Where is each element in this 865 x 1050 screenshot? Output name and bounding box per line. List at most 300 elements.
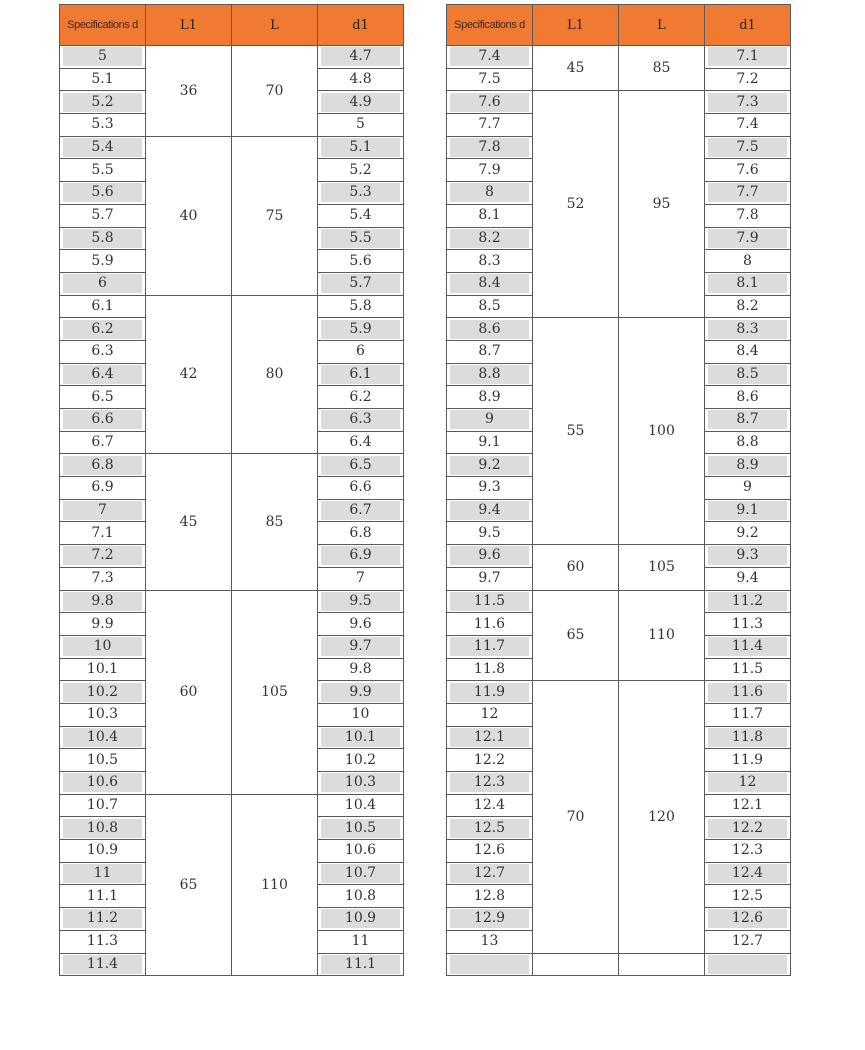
cell-l: 110 <box>232 794 318 976</box>
cell-d1 <box>318 159 404 182</box>
cell-spec-d-value: 7.1 <box>91 524 114 541</box>
cell-d1 <box>318 68 404 91</box>
cell-spec-d-value: 7.6 <box>450 93 529 112</box>
cell-d1-value: 8.8 <box>736 434 759 451</box>
cell-spec-d-value: 10.7 <box>86 797 119 814</box>
cell-d1-value: 9.1 <box>708 501 787 520</box>
cell-d1-value: 6.7 <box>321 501 400 520</box>
cell-d1 <box>318 840 404 863</box>
cell-d1 <box>705 46 791 69</box>
cell-spec-d <box>60 681 146 704</box>
cell-spec-d-value: 10.2 <box>63 683 142 702</box>
cell-d1 <box>705 794 791 817</box>
cell-d1-value: 5.7 <box>321 274 400 293</box>
cell-spec-d <box>447 703 533 726</box>
cell-spec-d-value: 8.7 <box>478 343 501 360</box>
cell-spec-d <box>447 272 533 295</box>
cell-d1 <box>705 409 791 432</box>
cell-spec-d <box>447 340 533 363</box>
cell-spec-d-value: 12.4 <box>473 797 506 814</box>
cell-spec-d <box>447 635 533 658</box>
cell-spec-d-value: 8.2 <box>450 229 529 248</box>
cell-l1: 70 <box>533 681 619 953</box>
cell-spec-d-value: 10.4 <box>63 728 142 747</box>
cell-l1: 60 <box>533 545 619 590</box>
cell-d1-value: 7 <box>356 570 365 587</box>
cell-spec-d <box>60 749 146 772</box>
cell-spec-d <box>447 318 533 341</box>
cell-d1 <box>318 862 404 885</box>
cell-spec-d-value: 10.3 <box>86 706 119 723</box>
cell-d1-value: 7.5 <box>708 138 787 157</box>
cell-spec-d-value: 8.8 <box>450 365 529 384</box>
cell-spec-d <box>447 545 533 568</box>
cell-spec-d <box>447 159 533 182</box>
cell-spec-d-value: 10.6 <box>63 773 142 792</box>
cell-spec-d <box>447 227 533 250</box>
cell-d1-value: 12.2 <box>708 819 787 838</box>
header-d1: d1 <box>318 5 404 46</box>
cell-d1 <box>705 703 791 726</box>
cell-spec-d <box>447 817 533 840</box>
cell-spec-d-value: 5.1 <box>91 71 114 88</box>
cell-spec-d-value: 10.1 <box>86 660 119 677</box>
cell-spec-d <box>447 295 533 318</box>
cell-spec-d-value: 6.5 <box>91 388 114 405</box>
cell-d1-value: 8.1 <box>708 274 787 293</box>
cell-spec-d-value: 8.3 <box>478 252 501 269</box>
cell-d1-value: 5.2 <box>349 161 372 178</box>
cell-d1-value: 9.6 <box>349 615 372 632</box>
cell-spec-d <box>447 68 533 91</box>
cell-spec-d-value: 5.6 <box>63 183 142 202</box>
cell-spec-d <box>447 522 533 545</box>
cell-l1: 55 <box>533 318 619 545</box>
table-row <box>447 91 791 114</box>
cell-spec-d-value: 7.2 <box>63 546 142 565</box>
cell-spec-d <box>447 409 533 432</box>
header-l1: L1 <box>533 5 619 46</box>
cell-spec-d <box>60 908 146 931</box>
cell-d1 <box>705 227 791 250</box>
cell-d1-value: 7.9 <box>708 229 787 248</box>
cell-d1 <box>318 46 404 69</box>
cell-d1 <box>318 477 404 500</box>
cell-l1 <box>533 953 619 976</box>
cell-d1-value: 8.2 <box>736 297 759 314</box>
cell-d1-value: 4.7 <box>321 47 400 66</box>
cell-d1-value: 9.4 <box>736 570 759 587</box>
cell-spec-d-value: 6.2 <box>63 320 142 339</box>
cell-d1-value: 8.5 <box>708 365 787 384</box>
cell-spec-d-value: 5.3 <box>91 116 114 133</box>
cell-d1-value: 4.9 <box>321 93 400 112</box>
cell-spec-d-value: 11.9 <box>450 683 529 702</box>
cell-d1 <box>705 862 791 885</box>
cell-spec-d <box>60 136 146 159</box>
cell-spec-d <box>447 204 533 227</box>
cell-d1-value: 6.1 <box>321 365 400 384</box>
cell-d1-value: 6.5 <box>321 456 400 475</box>
cell-d1-value: 7.7 <box>708 183 787 202</box>
cell-d1 <box>705 114 791 137</box>
cell-d1 <box>705 204 791 227</box>
cell-d1-value: 10.7 <box>321 864 400 883</box>
cell-spec-d-value: 9.6 <box>450 546 529 565</box>
cell-spec-d-value: 6.9 <box>91 479 114 496</box>
cell-spec-d-value: 12.5 <box>450 819 529 838</box>
cell-spec-d <box>447 136 533 159</box>
cell-d1 <box>318 681 404 704</box>
cell-d1 <box>318 749 404 772</box>
cell-spec-d-value: 12 <box>480 706 499 723</box>
cell-l: 95 <box>619 91 705 318</box>
cell-spec-d-value: 11.3 <box>86 933 119 950</box>
cell-spec-d-value: 6.7 <box>91 434 114 451</box>
cell-spec-d-value: 7 <box>63 501 142 520</box>
cell-d1 <box>705 635 791 658</box>
cell-d1-value: 10 <box>351 706 370 723</box>
cell-d1-value: 12.1 <box>731 797 764 814</box>
cell-d1-value: 7.1 <box>708 47 787 66</box>
cell-spec-d <box>60 930 146 953</box>
cell-d1-value: 11.4 <box>708 637 787 656</box>
cell-d1-value: 7.4 <box>736 116 759 133</box>
cell-spec-d <box>447 590 533 613</box>
cell-d1 <box>318 703 404 726</box>
cell-spec-d-value: 11.7 <box>450 637 529 656</box>
cell-spec-d <box>60 953 146 976</box>
cell-d1 <box>318 885 404 908</box>
cell-d1 <box>705 386 791 409</box>
cell-d1 <box>705 772 791 795</box>
cell-l <box>619 953 705 976</box>
cell-d1 <box>705 930 791 953</box>
cell-d1 <box>318 454 404 477</box>
cell-spec-d <box>60 68 146 91</box>
cell-d1 <box>318 930 404 953</box>
cell-d1-value: 10.6 <box>344 842 377 859</box>
cell-l1: 65 <box>533 590 619 681</box>
cell-l: 85 <box>232 454 318 590</box>
cell-d1 <box>318 567 404 590</box>
spec-table-left <box>59 4 404 976</box>
cell-spec-d <box>60 590 146 613</box>
cell-spec-d-value: 11 <box>63 864 142 883</box>
cell-d1 <box>318 726 404 749</box>
cell-d1 <box>318 409 404 432</box>
cell-spec-d-value: 9.4 <box>450 501 529 520</box>
cell-spec-d-value: 5.4 <box>63 138 142 157</box>
table-row <box>60 794 404 817</box>
cell-d1 <box>705 885 791 908</box>
cell-spec-d-value: 10.9 <box>86 842 119 859</box>
cell-spec-d <box>60 840 146 863</box>
cell-spec-d <box>60 204 146 227</box>
cell-spec-d <box>447 363 533 386</box>
cell-spec-d-value: 9.2 <box>450 456 529 475</box>
cell-d1-value: 11.9 <box>731 751 764 768</box>
cell-d1-value: 9 <box>743 479 752 496</box>
cell-spec-d <box>60 272 146 295</box>
cell-d1-value: 6.4 <box>349 434 372 451</box>
cell-d1-value: 9.3 <box>708 546 787 565</box>
cell-spec-d-value: 9.8 <box>63 592 142 611</box>
cell-d1-value: 9.8 <box>349 660 372 677</box>
cell-d1-value: 6.6 <box>349 479 372 496</box>
cell-spec-d-value: 7.3 <box>91 570 114 587</box>
cell-d1-value: 11.6 <box>708 683 787 702</box>
table-row <box>60 295 404 318</box>
cell-spec-d-value: 5 <box>63 47 142 66</box>
cell-d1 <box>318 635 404 658</box>
cell-d1-value: 5.3 <box>321 183 400 202</box>
cell-spec-d <box>60 182 146 205</box>
cell-spec-d <box>60 885 146 908</box>
cell-spec-d <box>60 431 146 454</box>
cell-l: 75 <box>232 136 318 295</box>
cell-spec-d-value: 8.4 <box>450 274 529 293</box>
table-row <box>60 46 404 69</box>
table-row <box>447 953 791 976</box>
cell-spec-d <box>60 114 146 137</box>
cell-spec-d <box>60 703 146 726</box>
cell-spec-d-value: 8.1 <box>478 207 501 224</box>
cell-spec-d-value: 6.4 <box>63 365 142 384</box>
cell-d1-value: 5.4 <box>349 207 372 224</box>
header-l: L <box>232 5 318 46</box>
cell-d1-value: 12 <box>708 773 787 792</box>
cell-spec-d-value: 8.9 <box>478 388 501 405</box>
cell-l: 105 <box>232 590 318 794</box>
cell-d1-value: 10.4 <box>344 797 377 814</box>
cell-d1-value: 10.9 <box>321 909 400 928</box>
cell-spec-d <box>447 772 533 795</box>
cell-d1-value: 8.3 <box>708 320 787 339</box>
cell-d1 <box>318 953 404 976</box>
cell-d1 <box>318 204 404 227</box>
cell-spec-d <box>60 409 146 432</box>
cell-spec-d-value: 6.8 <box>63 456 142 475</box>
cell-l1: 45 <box>146 454 232 590</box>
cell-spec-d-value: 7.8 <box>450 138 529 157</box>
cell-spec-d <box>447 908 533 931</box>
cell-spec-d-value: 13 <box>480 933 499 950</box>
header-row <box>60 5 404 46</box>
cell-d1 <box>705 477 791 500</box>
cell-spec-d <box>60 477 146 500</box>
table-row <box>447 681 791 704</box>
cell-spec-d-value: 12.8 <box>473 887 506 904</box>
cell-spec-d <box>60 545 146 568</box>
cell-spec-d <box>60 522 146 545</box>
cell-d1 <box>705 613 791 636</box>
cell-d1-value: 8.7 <box>708 410 787 429</box>
cell-d1 <box>318 908 404 931</box>
cell-d1 <box>318 772 404 795</box>
cell-d1 <box>705 840 791 863</box>
cell-d1 <box>318 794 404 817</box>
cell-spec-d-value: 5.9 <box>91 252 114 269</box>
cell-spec-d-value: 10.5 <box>86 751 119 768</box>
cell-spec-d-value: 8 <box>450 183 529 202</box>
cell-spec-d <box>447 681 533 704</box>
cell-l1: 65 <box>146 794 232 976</box>
cell-spec-d <box>447 91 533 114</box>
cell-d1 <box>705 590 791 613</box>
cell-l: 120 <box>619 681 705 953</box>
cell-d1-value: 11.7 <box>731 706 764 723</box>
cell-d1-value <box>708 955 787 974</box>
cell-d1-value: 10.5 <box>321 819 400 838</box>
cell-spec-d-value: 9.9 <box>91 615 114 632</box>
cell-d1 <box>318 431 404 454</box>
header-l1: L1 <box>146 5 232 46</box>
table-row <box>447 46 791 69</box>
cell-d1 <box>318 522 404 545</box>
cell-spec-d <box>447 499 533 522</box>
cell-d1-value: 6.3 <box>321 410 400 429</box>
cell-d1 <box>705 250 791 273</box>
cell-spec-d <box>60 862 146 885</box>
cell-d1-value: 7.3 <box>708 93 787 112</box>
cell-d1 <box>705 182 791 205</box>
cell-d1-value: 11.1 <box>321 955 400 974</box>
cell-d1-value: 12.7 <box>731 933 764 950</box>
cell-spec-d <box>447 46 533 69</box>
table-row <box>447 545 791 568</box>
cell-d1 <box>705 817 791 840</box>
cell-d1 <box>705 295 791 318</box>
cell-spec-d <box>60 499 146 522</box>
cell-d1 <box>705 749 791 772</box>
cell-l: 85 <box>619 46 705 91</box>
cell-d1-value: 5.8 <box>349 297 372 314</box>
cell-d1 <box>318 817 404 840</box>
cell-d1 <box>705 136 791 159</box>
cell-spec-d <box>60 340 146 363</box>
cell-d1-value: 5.9 <box>321 320 400 339</box>
cell-d1 <box>705 431 791 454</box>
table-row <box>60 590 404 613</box>
cell-spec-d-value: 6.1 <box>91 297 114 314</box>
cell-spec-d <box>447 726 533 749</box>
cell-d1 <box>705 91 791 114</box>
cell-d1-value: 10.1 <box>321 728 400 747</box>
cell-l: 100 <box>619 318 705 545</box>
cell-d1 <box>705 567 791 590</box>
cell-spec-d-value: 11.5 <box>450 592 529 611</box>
cell-spec-d <box>60 772 146 795</box>
cell-spec-d-value: 9.5 <box>478 524 501 541</box>
cell-d1-value: 12.4 <box>708 864 787 883</box>
cell-d1 <box>705 363 791 386</box>
cell-spec-d <box>447 114 533 137</box>
cell-spec-d <box>447 477 533 500</box>
cell-d1-value: 11.5 <box>731 660 764 677</box>
cell-d1-value: 7.2 <box>736 71 759 88</box>
cell-spec-d <box>447 386 533 409</box>
cell-spec-d-value: 8.5 <box>478 297 501 314</box>
cell-spec-d <box>447 953 533 976</box>
cell-d1 <box>705 953 791 976</box>
table-row <box>447 318 791 341</box>
cell-d1 <box>705 545 791 568</box>
cell-d1-value: 6 <box>356 343 365 360</box>
cell-l: 110 <box>619 590 705 681</box>
cell-d1 <box>705 681 791 704</box>
cell-spec-d <box>60 658 146 681</box>
cell-d1-value: 8 <box>743 252 752 269</box>
cell-l: 80 <box>232 295 318 454</box>
cell-d1 <box>318 386 404 409</box>
cell-d1-value: 5.1 <box>321 138 400 157</box>
cell-spec-d-value: 11.1 <box>86 887 119 904</box>
cell-spec-d-value <box>450 955 529 974</box>
cell-d1 <box>705 499 791 522</box>
cell-spec-d-value: 9.7 <box>478 570 501 587</box>
cell-spec-d <box>60 91 146 114</box>
cell-spec-d <box>60 363 146 386</box>
cell-d1 <box>705 454 791 477</box>
cell-d1 <box>318 545 404 568</box>
cell-spec-d <box>60 613 146 636</box>
cell-spec-d-value: 12.2 <box>473 751 506 768</box>
cell-l1: 42 <box>146 295 232 454</box>
cell-d1 <box>318 114 404 137</box>
cell-d1 <box>318 363 404 386</box>
cell-d1 <box>318 340 404 363</box>
cell-spec-d-value: 11.4 <box>63 955 142 974</box>
cell-spec-d <box>447 182 533 205</box>
cell-spec-d-value: 7.9 <box>478 161 501 178</box>
cell-d1 <box>318 658 404 681</box>
cell-spec-d <box>60 318 146 341</box>
cell-d1-value: 12.6 <box>708 909 787 928</box>
cell-d1-value: 8.6 <box>736 388 759 405</box>
cell-spec-d <box>60 46 146 69</box>
cell-spec-d-value: 12.7 <box>450 864 529 883</box>
cell-d1 <box>705 908 791 931</box>
table-row <box>60 454 404 477</box>
cell-d1 <box>318 227 404 250</box>
cell-spec-d <box>60 635 146 658</box>
cell-d1-value: 5 <box>356 116 365 133</box>
cell-d1 <box>705 159 791 182</box>
cell-spec-d-value: 5.2 <box>63 93 142 112</box>
cell-d1 <box>318 182 404 205</box>
cell-d1-value: 6.8 <box>349 524 372 541</box>
header-spec-d: Specifications d <box>447 5 533 46</box>
cell-spec-d-value: 12.9 <box>450 909 529 928</box>
cell-d1-value: 10.3 <box>321 773 400 792</box>
cell-d1 <box>318 590 404 613</box>
cell-d1 <box>705 272 791 295</box>
cell-d1 <box>318 318 404 341</box>
cell-spec-d <box>60 295 146 318</box>
cell-spec-d-value: 6.6 <box>63 410 142 429</box>
cell-l: 105 <box>619 545 705 590</box>
cell-d1 <box>705 726 791 749</box>
cell-d1-value: 10.2 <box>344 751 377 768</box>
cell-spec-d-value: 11.6 <box>473 615 506 632</box>
table-row <box>447 590 791 613</box>
cell-spec-d <box>447 794 533 817</box>
cell-d1-value: 12.5 <box>731 887 764 904</box>
cell-d1 <box>318 613 404 636</box>
cell-d1 <box>705 340 791 363</box>
cell-spec-d-value: 6 <box>63 274 142 293</box>
